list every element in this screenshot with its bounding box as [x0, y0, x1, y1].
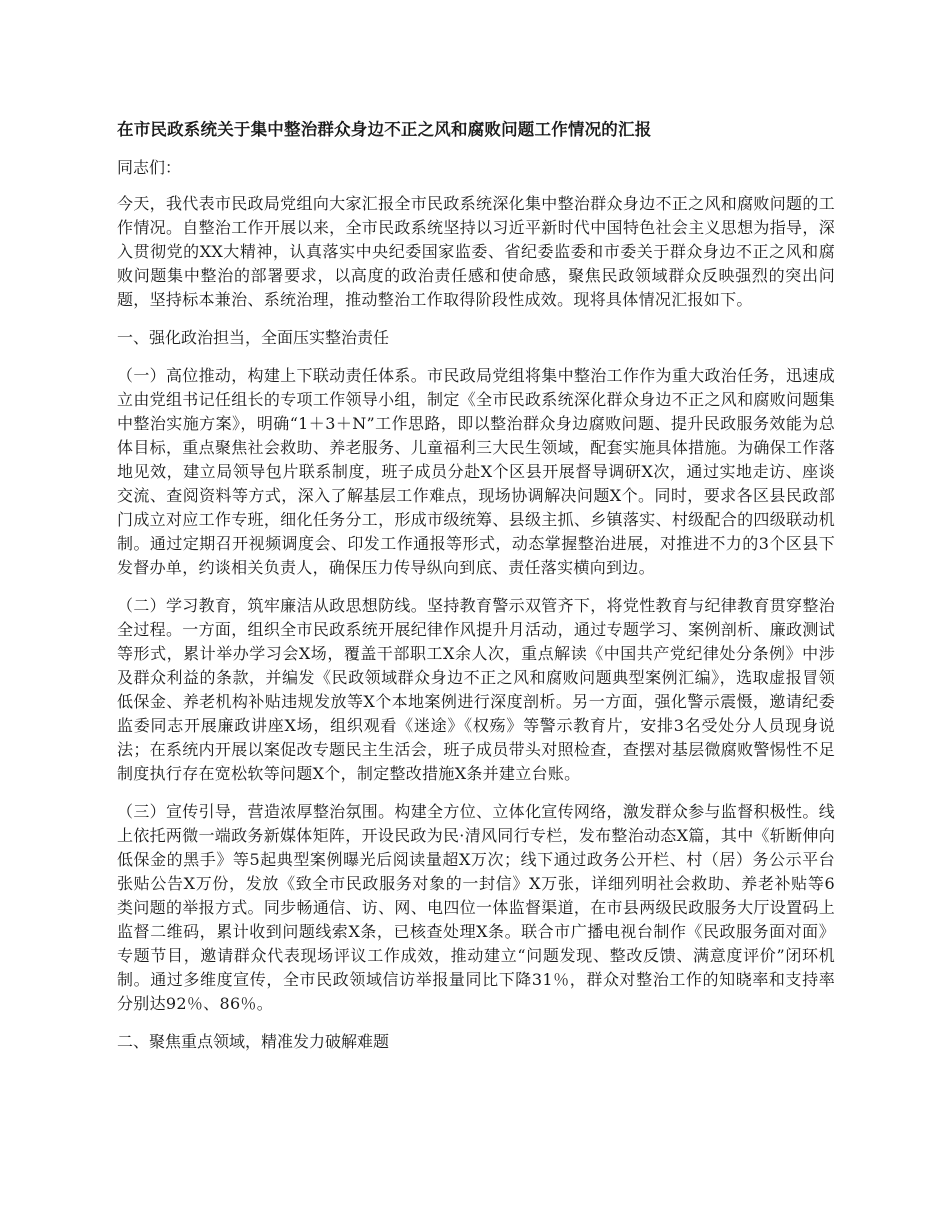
- section-1-paragraph-1: （一）高位推动，构建上下联动责任体系。市民政局党组将集中整治工作作为重大政治任务，迅速成立由党组书记任组长的专项工作领导小组，制定《全市民政系统深化群众身边不正之风和腐败问题集中整治实施方案》，明确“1＋3＋N”工作思路，即以整治群众身边腐败问题、提升民政服务效能为总体目标，重点聚焦社会救助、养老服务、儿童福利三大民生领域，配套实施具体措施。为确保工作落地见效，建立局领导包片联系制度，班子成员分赴X个区县开展督导调研X次，通过实地走访、座谈交流、查阅资料等方式，深入了解基层工作难点，现场协调解决问题X个。同时，要求各区县民政部门成立对应工作专班，细化任务分工，形成市级统筹、县级主抓、乡镇落实、村级配合的四级联动机制。通过定期召开视频调度会、印发工作通报等形式，动态掌握整治进展，对推进不力的3个区县下发督办单，约谈相关负责人，确保压力传导纵向到底、责任落实横向到边。: [117, 366, 835, 577]
- salutation: 同志们：: [117, 158, 182, 177]
- section-1-paragraph-3: （三）宣传引导，营造浓厚整治氛围。构建全方位、立体化宣传网络，激发群众参与监督积极性。线上依托两微一端政务新媒体矩阵，开设民政为民·清风同行专栏，发布整治动态X篇，其中《斩断伸向低保金的黑手》等5起典型案例曝光后阅读量超X万次；线下通过政务公开栏、村（居）务公示平台张贴公告X万份，发放《致全市民政服务对象的一封信》X万张，详细列明社会救助、养老补贴等6类问题的举报方式。同步畅通信、访、网、电四位一体监督渠道，在市县两级民政服务大厅设置码上监督二维码，累计收到问题线索X条，已核查处理X条。联合市广播电视台制作《民政服务面对面》专题节目，邀请群众代表现场评议工作成效，推动建立“问题发现、整改反馈、满意度评价”闭环机制。通过多维度宣传，全市民政领域信访举报量同比下降31％，群众对整治工作的知晓率和支持率分别达92％、86％。: [117, 802, 835, 1013]
- section-2-heading: 二、聚焦重点领域，精准发力破解难题: [117, 1032, 390, 1051]
- section-1-paragraph-2: （二）学习教育，筑牢廉洁从政思想防线。坚持教育警示双管齐下，将党性教育与纪律教育贯穿整治全过程。一方面，组织全市民政系统开展纪律作风提升月活动，通过专题学习、案例剖析、廉政测试等形式，累计举办学习会X场，覆盖干部职工X余人次，重点解读《中国共产党纪律处分条例》中涉及群众利益的条款，并编发《民政领域群众身边不正之风和腐败问题典型案例汇编》，选取虚报冒领低保金、养老机构补贴违规发放等X个本地案例进行深度剖析。另一方面，强化警示震慑，邀请纪委监委同志开展廉政讲座X场，组织观看《迷途》《权殇》等警示教育片，安排3名受处分人员现身说法；在系统内开展以案促改专题民主生活会，班子成员带头对照检查，查摆对基层微腐败警惕性不足制度执行存在宽松软等问题X个，制定整改措施X条并建立台账。: [117, 596, 835, 783]
- document-title: 在市民政系统关于集中整治群众身边不正之风和腐败问题工作情况的汇报: [117, 120, 652, 139]
- intro-paragraph: 今天，我代表市民政局党组向大家汇报全市民政系统深化集中整治群众身边不正之风和腐败问题的工作情况。自整治工作开展以来，全市民政系统坚持以习近平新时代中国特色社会主义思想为指导，深入贯彻党的XX大精神，认真落实中央纪委国家监委、省纪委监委和市委关于群众身边不正之风和腐败问题集中整治的部署要求，以高度的政治责任感和使命感，聚焦民政领域群众反映强烈的突出问题，坚持标本兼治、系统治理，推动整治工作取得阶段性成效。现将具体情况汇报如下。: [117, 194, 835, 309]
- document-page: [117, 118, 835, 1068]
- section-1-heading: 一、强化政治担当，全面压实整治责任: [117, 328, 390, 347]
